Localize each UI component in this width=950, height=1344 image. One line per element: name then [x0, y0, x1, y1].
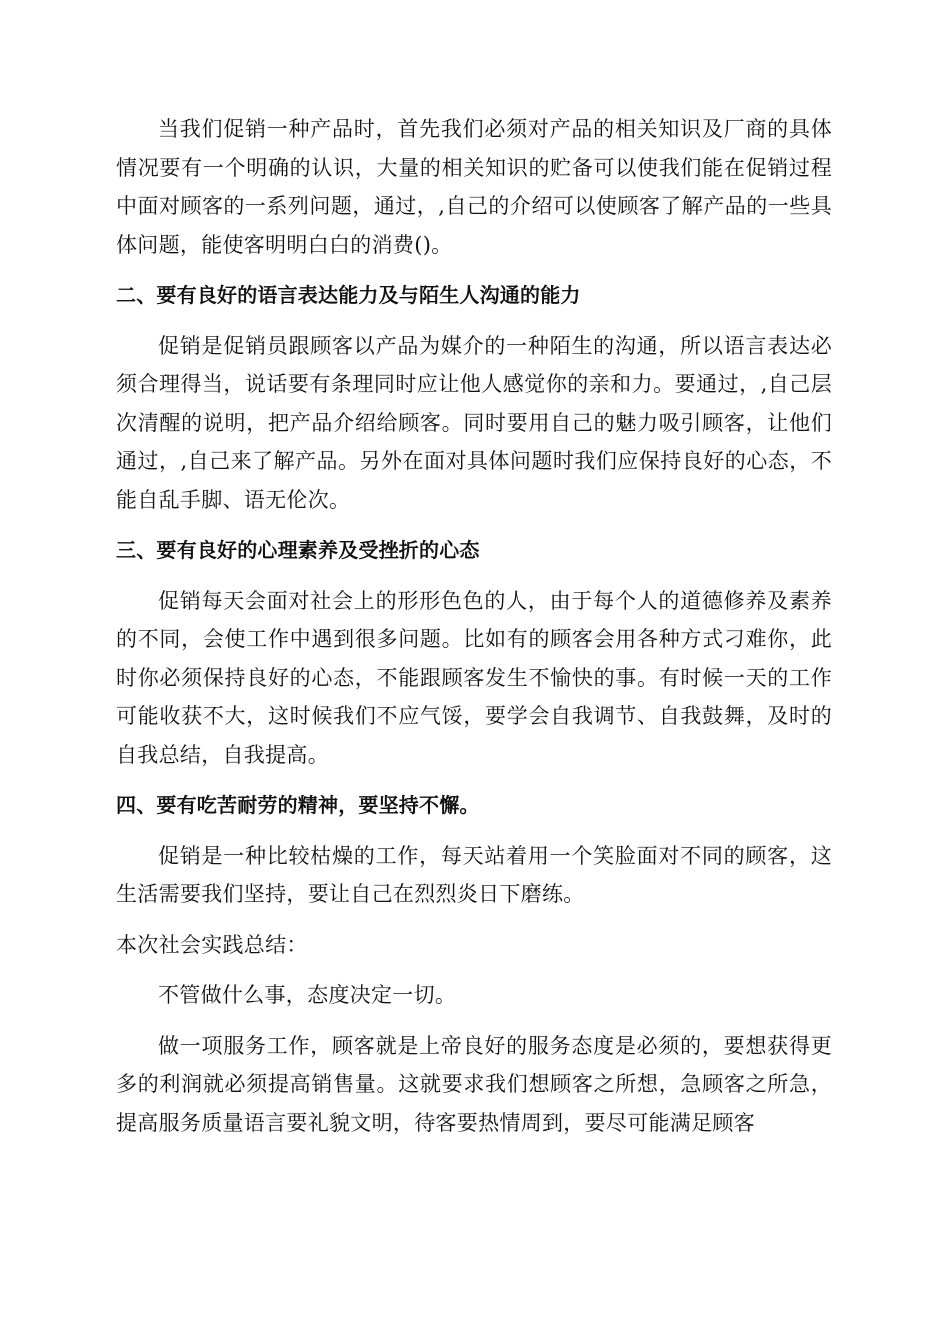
paragraph-psychological-quality: 促销每天会面对社会上的形形色色的人，由于每个人的道德修养及素养的不同，会使工作中遇到很多问题。比如有的顾客会用各种方式刁难你，此时你必须保持良好的心态，不能跟顾客发生不愉快的事。有时候一天的工作可能收获不大，这时候我们不应气馁，要学会自我调节、自我鼓舞，及时的自我总结，自我提高。: [116, 588, 832, 767]
heading-psychological-quality: 三、要有良好的心理素养及受挫折的心态: [116, 538, 480, 562]
paragraph-service: 做一项服务工作，顾客就是上帝良好的服务态度是必须的，要想获得更多的利润就必须提高销售量。这就要求我们想顾客之所想，急顾客之所急，提高服务质量语言要礼貌文明，待客要热情周到，要尽可能满足顾客: [116, 1033, 832, 1135]
paragraph-perseverance: 促销是一种比较枯燥的工作，每天站着用一个笑脸面对不同的顾客，这生活需要我们坚持，要让自己在烈烈炎日下磨练。: [116, 843, 832, 906]
document-body: [116, 110, 832, 1142]
heading-perseverance: 四、要有吃苦耐劳的精神，要坚持不懈。: [116, 793, 480, 817]
paragraph-attitude: 不管做什么事，态度决定一切。: [158, 983, 457, 1007]
paragraph-language-skills: 促销是促销员跟顾客以产品为媒介的一种陌生的沟通，所以语言表达必须合理得当，说话要有条理同时应让他人感觉你的亲和力。要通过，,自己层次清醒的说明，把产品介绍给顾客。同时要用自己的魅力吸引顾客，让他们通过，,自己来了解产品。另外在面对具体问题时我们应保持良好的心态，不能自乱手脚、语无伦次。: [116, 333, 832, 512]
paragraph-product-knowledge: 当我们促销一种产品时，首先我们必须对产品的相关知识及厂商的具体情况要有一个明确的认识，大量的相关知识的贮备可以使我们能在促销过程中面对顾客的一系列问题，通过，,自己的介绍可以使顾客了解产品的一些具体问题，能使客明明白白的消费()。: [116, 117, 832, 257]
heading-language-skills: 二、要有良好的语言表达能力及与陌生人沟通的能力: [116, 283, 581, 307]
summary-label: 本次社会实践总结：: [116, 932, 308, 957]
